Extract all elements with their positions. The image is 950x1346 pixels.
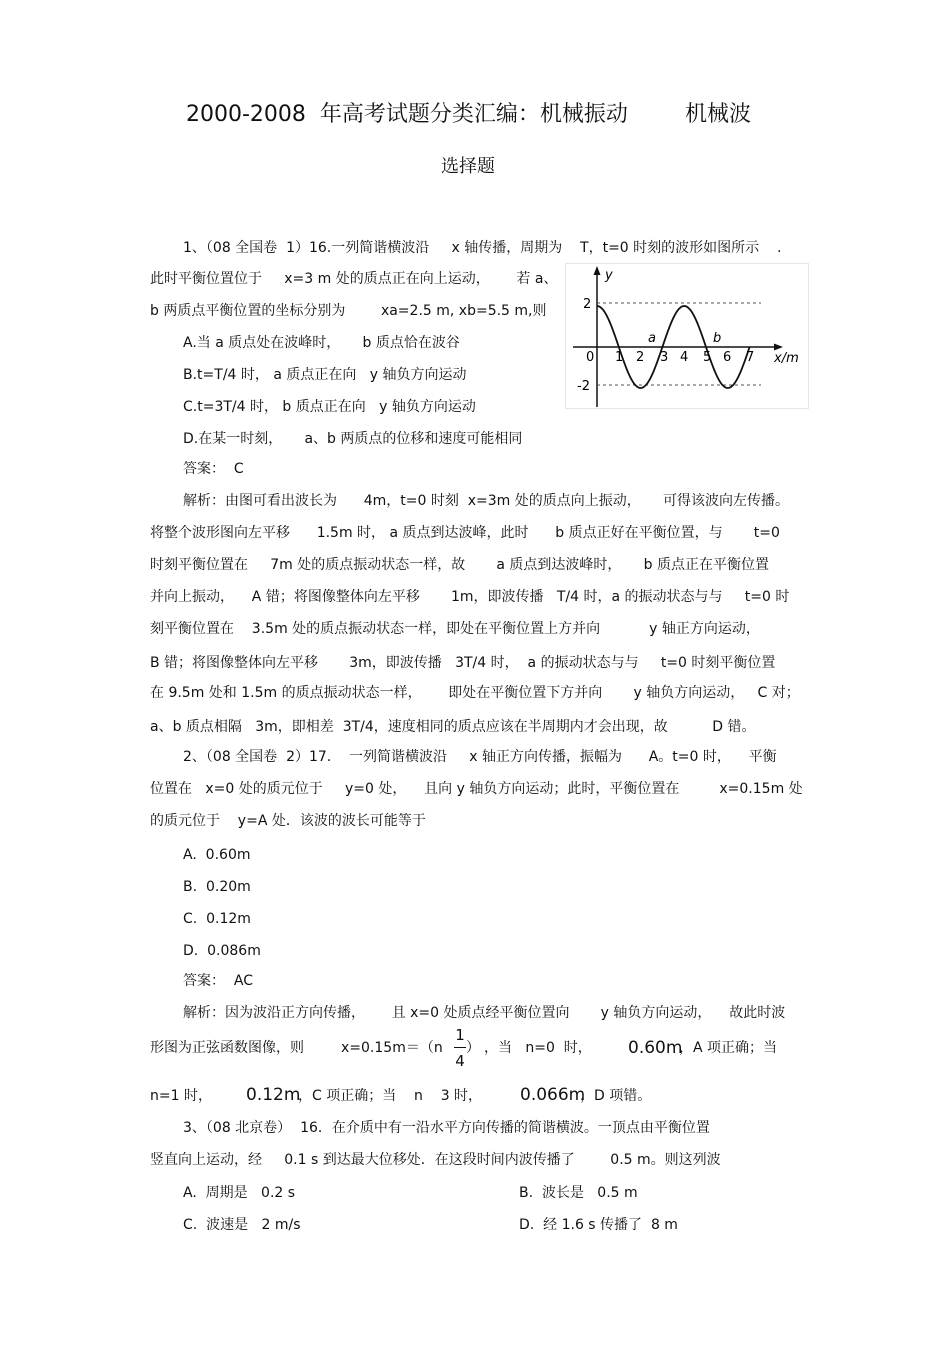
q1-option-d: D.在某一时刻， a、b 两质点的位移和速度可能相同 [183, 431, 523, 447]
page-title: 2000-2008 年高考试题分类汇编：机械振动 [186, 102, 628, 127]
x-tick-3: 3 [660, 350, 669, 365]
q1-stem-line-3: b 两质点平衡位置的坐标分别为 xa=2.5 m, xb=5.5 m,则 [150, 303, 547, 319]
q3-option-d: D. 经 1.6 s 传播了 8 m [519, 1217, 678, 1233]
x-tick-4: 4 [680, 350, 689, 365]
q3-stem-line-2: 竖直向上运动，经 0.1 s 到达最大位移处．在这段时间内波传播了 0.5 m。则这列波 [150, 1152, 721, 1168]
wave-graph [565, 263, 809, 409]
q1-answer: 答案： C [183, 461, 244, 477]
q2-analysis-line-2-start: 形图为正弦函数图像，则 [150, 1040, 304, 1056]
q3-stem-line-1: 3、（08 北京卷） 16．在介质中有一沿水平方向传播的简谐横波。一顶点由平衡位置 [183, 1120, 710, 1136]
q2-expression-close: ） [466, 1040, 480, 1056]
q1-option-c: C.t=3T/4 时， b 质点正在向 y 轴负方向运动 [183, 399, 476, 415]
q3-option-a: A. 周期是 0.2 s [183, 1185, 296, 1201]
q2-option-b: B. 0.20m [183, 879, 251, 895]
x-tick-0: 0 [586, 350, 595, 365]
q1-analysis-line-5: 刻平衡位置在 3.5m 处的质点振动状态一样，即处在平衡位置上方并向 y 轴正方向运动， [150, 621, 760, 637]
x-axis-label: x/m [774, 351, 799, 366]
q1-analysis-line-6: B 错；将图像整体向左平移 3m，即波传播 3T/4 时， a 的振动状态与与 t=0 时刻平衡位置 [150, 655, 776, 671]
q2-analysis-line-3-end: ，D 项错。 [580, 1088, 652, 1104]
fraction-bar [454, 1047, 466, 1048]
q2-expression: x=0.15m＝（n [341, 1040, 443, 1056]
q1-analysis-line-7: 在 9.5m 处和 1.5m 的质点振动状态一样， 即处在平衡位置下方并向 y 轴负方向运动， C 对； [150, 685, 800, 701]
q1-stem-line-1: 1、（08 全国卷 1）16.一列简谐横波沿 x 轴传播，周期为 T，t=0 时刻的波形如图所示 . [183, 240, 782, 256]
q1-analysis-line-4: 并向上振动， A 错；将图像整体向左平移 1m，即波传播 T/4 时，a 的振动状态与与 t=0 时 [150, 589, 790, 605]
q1-analysis-line-2: 将整个波形图向左平移 1.5m 时， a 质点到达波峰，此时 b 质点正好在平衡位置，与 t=0 [150, 525, 780, 541]
q2-analysis-line-3-start: n=1 时， [150, 1088, 212, 1104]
x-tick-2: 2 [636, 350, 645, 365]
q2-condition-n3: ，C 项正确；当 n 3 时， [298, 1088, 483, 1104]
point-a-label: a [648, 331, 656, 346]
q2-value-012: 0.12m [246, 1085, 301, 1105]
y-tick-2: 2 [583, 297, 592, 312]
section-heading: 选择题 [441, 156, 495, 177]
q2-answer: 答案： AC [183, 973, 254, 989]
x-tick-1: 1 [615, 350, 624, 365]
q2-stem-line-1: 2、（08 全国卷 2）17. 一列简谐横波沿 x 轴正方向传播，振幅为 A。t=0 时， 平衡 [183, 749, 777, 765]
q1-analysis-line-3: 时刻平衡位置在 7m 处的质点振动状态一样，故 a 质点到达波峰时， b 质点正在平衡位置 [150, 557, 770, 573]
q1-analysis-line-8: a、b 质点相隔 3m，即相差 3T/4，速度相同的质点应该在半周期内才会出现，故 D 错。 [150, 719, 756, 735]
q2-stem-line-3: 的质元位于 y=A 处．该波的波长可能等于 [150, 813, 426, 829]
page-title-tail: 机械波 [685, 102, 752, 127]
fraction-denominator: 4 [455, 1052, 465, 1070]
q2-option-d: D. 0.086m [183, 943, 261, 959]
q2-analysis-line-2-end: ，A 项正确；当 [679, 1040, 778, 1056]
q2-value-060: 0.60m [628, 1038, 683, 1058]
x-axis-arrow-icon [774, 344, 783, 351]
point-b-label: b [713, 331, 722, 346]
q2-option-c: C. 0.12m [183, 911, 251, 927]
q3-option-c: C. 波速是 2 m/s [183, 1217, 301, 1233]
y-axis-arrow-icon [594, 266, 601, 275]
x-tick-5: 5 [703, 350, 712, 365]
q2-value-0066: 0.066m [520, 1085, 586, 1105]
q1-option-a: A.当 a 质点处在波峰时， b 质点恰在波谷 [183, 335, 460, 351]
q1-stem-line-2: 此时平衡位置位于 x=3 m 处的质点正在向上运动， 若 a、 [150, 271, 558, 287]
x-tick-6: 6 [723, 350, 732, 365]
fraction-numerator: 1 [455, 1026, 465, 1044]
q2-condition-n0: ，当 n=0 时， [484, 1040, 592, 1056]
q1-analysis-line-1: 解析：由图可看出波长为 4m，t=0 时刻 x=3m 处的质点向上振动， 可得该波向左传播。 [183, 493, 789, 509]
x-tick-7: 7 [746, 350, 755, 365]
y-axis-label: y [605, 268, 613, 283]
q3-option-b: B. 波长是 0.5 m [519, 1185, 638, 1201]
q2-option-a: A. 0.60m [183, 847, 251, 863]
y-tick-neg2: -2 [577, 379, 590, 394]
q2-stem-line-2: 位置在 x=0 处的质元位于 y=0 处， 且向 y 轴负方向运动；此时，平衡位置在 x=0.15m 处 [150, 781, 803, 797]
q2-analysis-line-1: 解析：因为波沿正方向传播， 且 x=0 处质点经平衡位置向 y 轴负方向运动， 故此时波 [183, 1005, 786, 1021]
q1-option-b: B.t=T/4 时， a 质点正在向 y 轴负方向运动 [183, 367, 467, 383]
